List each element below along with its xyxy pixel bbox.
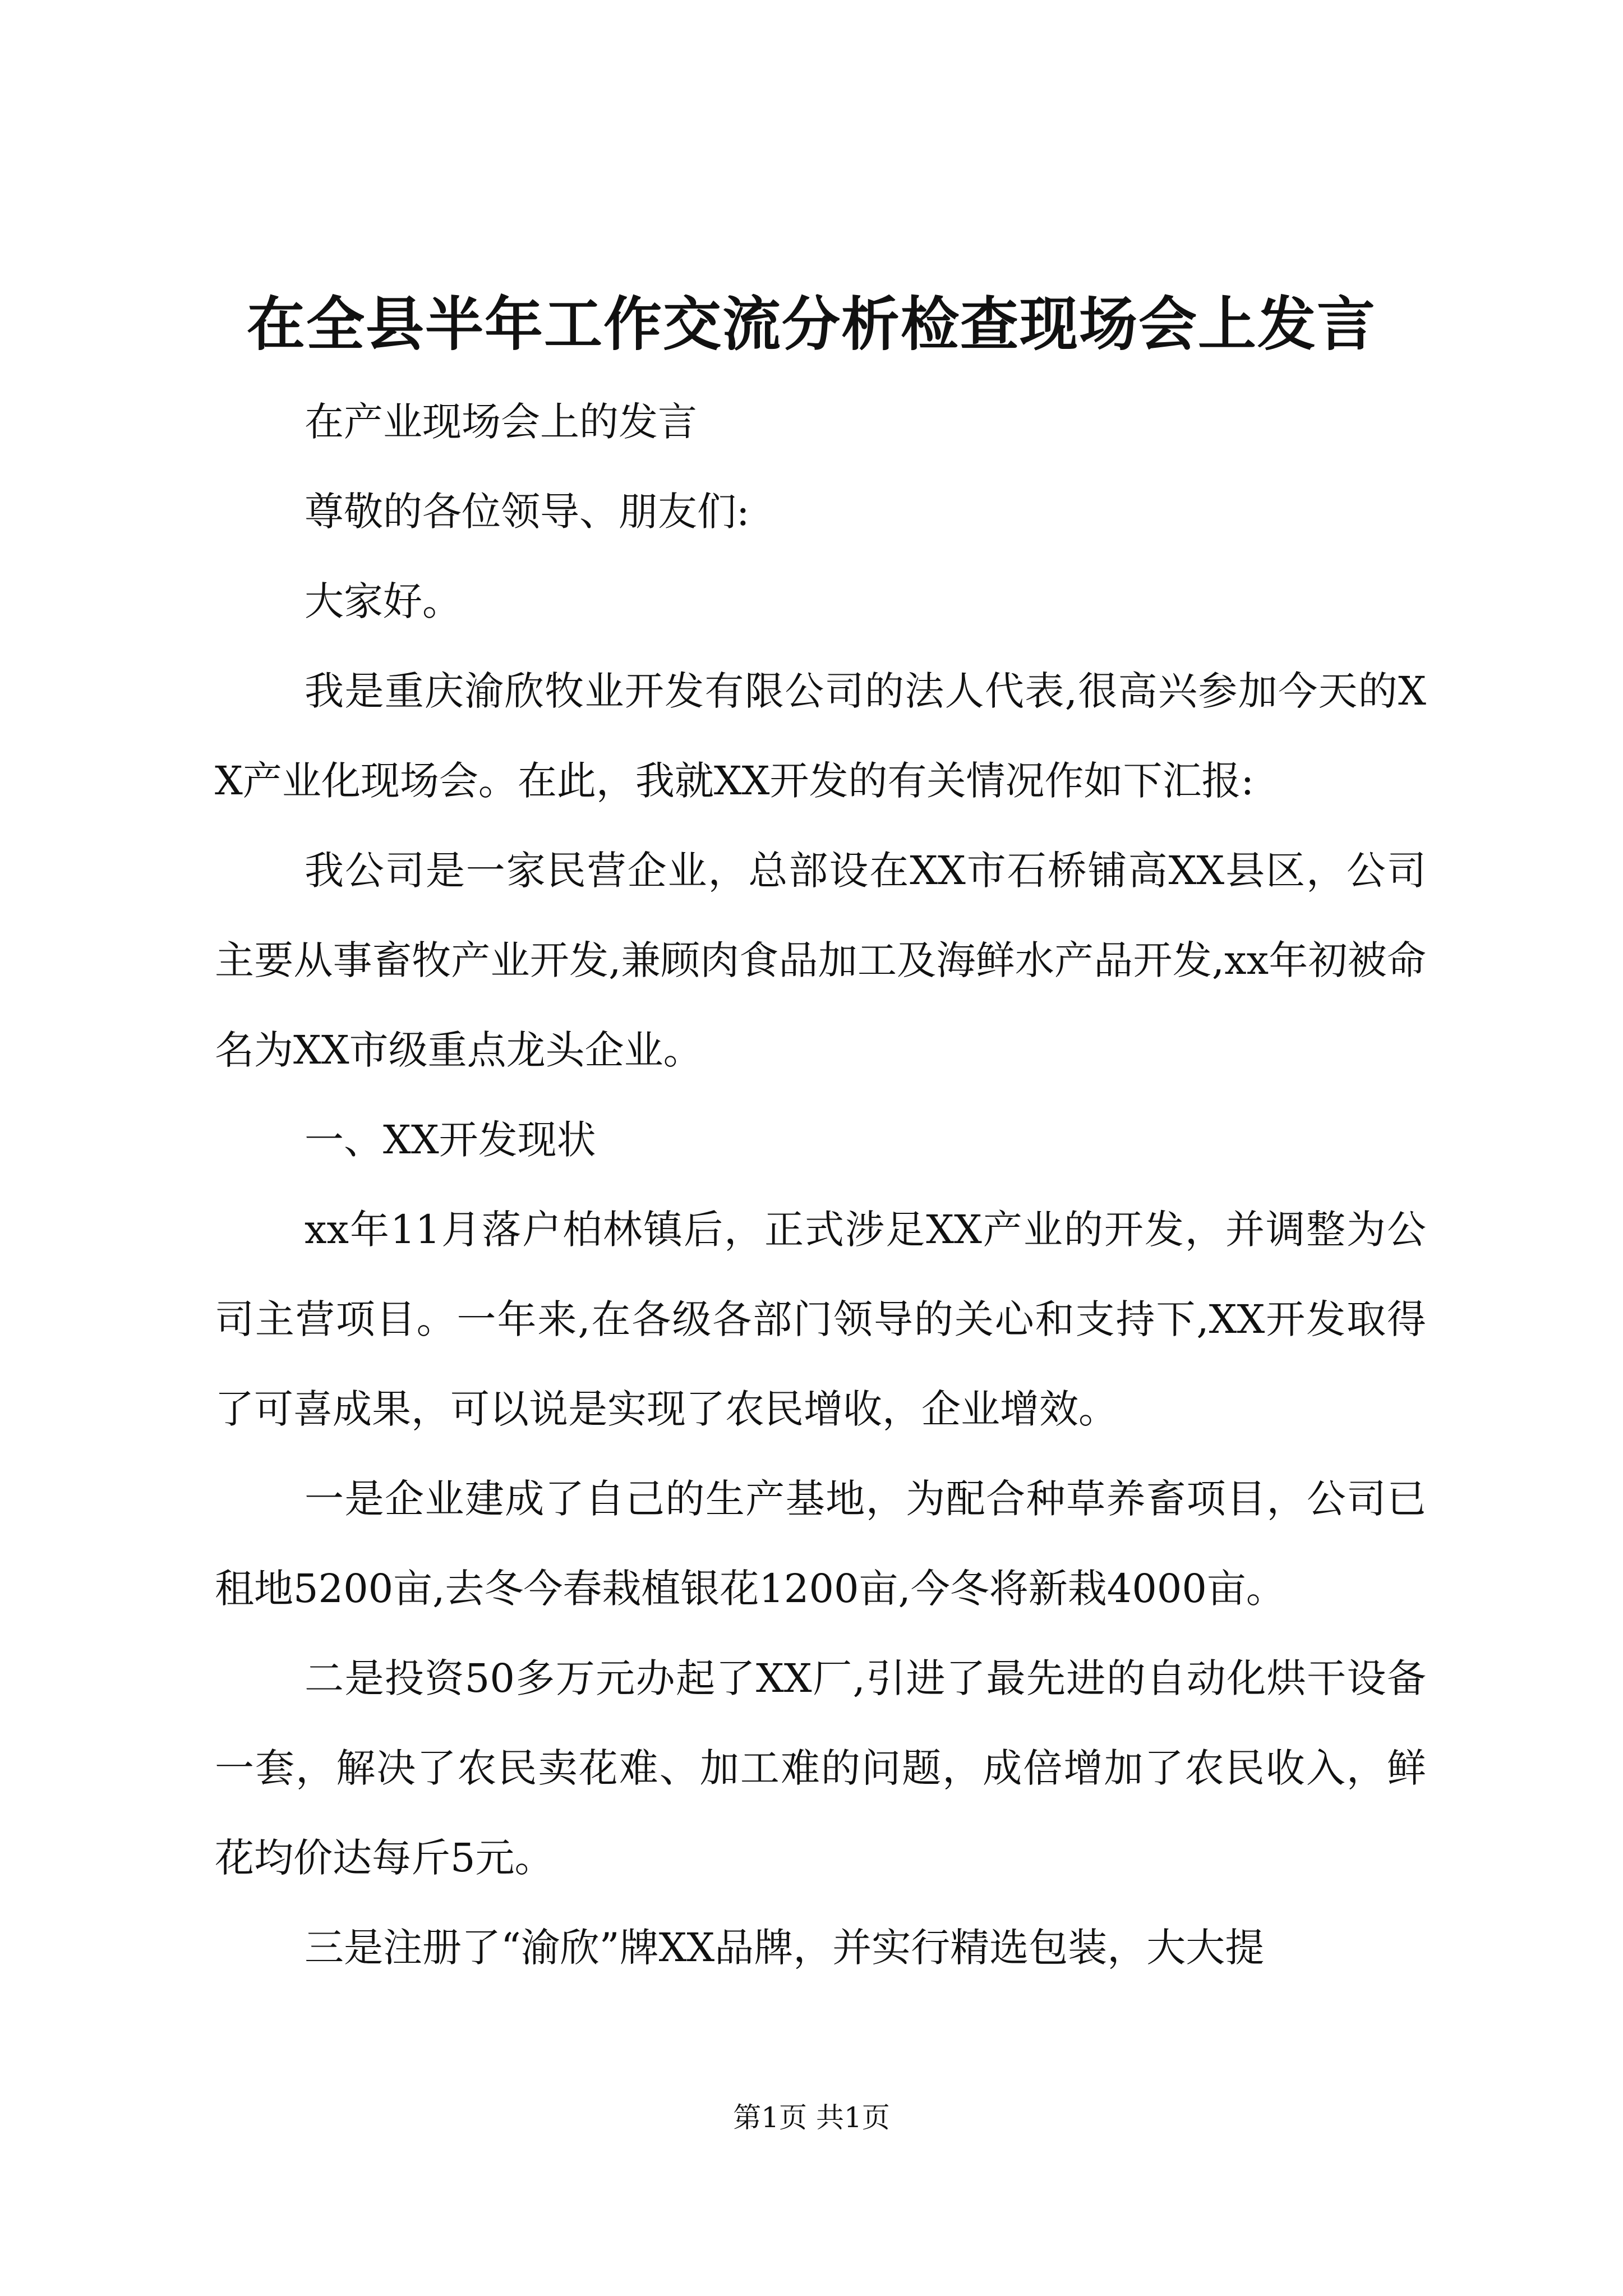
- section-heading-status: 一、XX开发现状: [305, 1117, 596, 1163]
- page-footer: 第1页 共1页: [733, 2101, 890, 2134]
- paragraph-point-two: 二是投资50多万元办起了XX厂,引进了最先进的自动化烘干设备一套，解决了农民卖花难、加工难的问题，成倍增加了农民收入，鲜花均价达每斤5元。: [215, 1655, 1426, 1881]
- paragraph-company-profile: 我公司是一家民营企业，总部设在XX市石桥铺高XX县区，公司主要从事畜牧产业开发,兼顾肉食品加工及海鲜水产品开发,xx年初被命名为XX市级重点龙头企业。: [215, 848, 1426, 1073]
- paragraph-salutation: 尊敬的各位领导、朋友们:: [305, 489, 750, 535]
- paragraph-subtitle: 在产业现场会上的发言: [305, 399, 697, 445]
- paragraph-development-overview: xx年11月落户柏林镇后，正式涉足XX产业的开发，并调整为公司主营项目。一年来,在各级各部门领导的关心和支持下,XX开发取得了可喜成果，可以说是实现了农民增收，企业增效。: [215, 1207, 1426, 1432]
- paragraph-greeting: 大家好。: [305, 578, 462, 624]
- paragraph-point-three: 三是注册了“渝欣”牌XX品牌，并实行精选包装，大大提: [305, 1925, 1265, 1971]
- document-title: 在全县半年工作交流分析检查现场会上发言: [246, 289, 1376, 358]
- paragraph-introduction: 我是重庆渝欣牧业开发有限公司的法人代表,很高兴参加今天的XX产业化现场会。在此，我就XX开发的有关情况作如下汇报:: [215, 668, 1426, 804]
- document-body: [215, 377, 1426, 1993]
- paragraph-point-one: 一是企业建成了自己的生产基地，为配合种草养畜项目，公司已租地5200亩,去冬今春栽植银花1200亩,今冬将新栽4000亩。: [215, 1476, 1426, 1612]
